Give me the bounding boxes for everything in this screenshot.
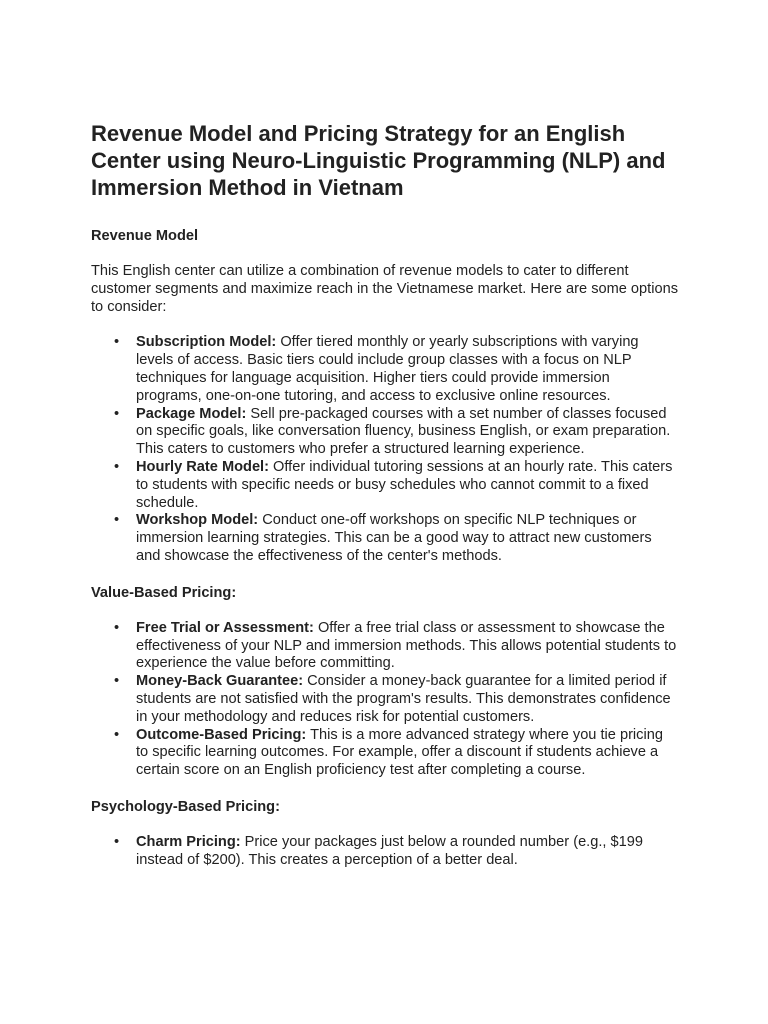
- list-item-term: Workshop Model:: [136, 512, 259, 529]
- list-item-text: This is a more advanced strategy where you tie pricing to specific learning outcomes. For example, offer a discount if students achieve a certain score on an English proficiency test after completing a course.: [136, 726, 663, 779]
- bullet-icon: •: [114, 334, 120, 351]
- list-item-text: Offer tiered monthly or yearly subscriptions with varying levels of access. Basic tiers could include group classes with a focus on NLP techniques for language acquisition. Higher tiers could provide immersion programs, one-on-one tutoring, and access to exclusive online resources.: [136, 334, 639, 404]
- value-pricing-list: [91, 620, 678, 780]
- list-item: [114, 726, 678, 780]
- bullet-icon: •: [114, 405, 120, 422]
- list-item: [114, 512, 678, 565]
- list-item: [114, 833, 678, 870]
- revenue-model-heading: Revenue Model: [91, 228, 199, 244]
- bullet-icon: •: [114, 833, 120, 850]
- list-item: [114, 673, 678, 726]
- list-item-term: Free Trial or Assessment:: [136, 619, 314, 636]
- list-item-text: Conduct one-off workshops on specific NLP techniques or immersion learning strategies. This can be a good way to attract new customers and showcase the effectiveness of the center's methods.: [136, 512, 652, 564]
- bullet-icon: •: [114, 619, 120, 636]
- bullet-icon: •: [114, 512, 120, 529]
- psychology-pricing-heading: Psychology-Based Pricing:: [91, 798, 280, 815]
- revenue-model-list: [91, 334, 678, 565]
- bullet-icon: •: [114, 673, 120, 690]
- list-item: [114, 458, 678, 512]
- list-item-term: Subscription Model:: [136, 334, 277, 351]
- revenue-model-intro: This English center can utilize a combination of revenue models to cater to different customer segments and maximize reach in the Vietnamese market. Here are some options to consider:: [91, 263, 678, 315]
- list-item-term: Package Model:: [136, 405, 247, 422]
- list-item-text: Price your packages just below a rounded number (e.g., $199 instead of $200). This creates a perception of a better deal.: [136, 833, 643, 868]
- list-item: [114, 619, 678, 673]
- document-title: Revenue Model and Pricing Strategy for an English Center using Neuro-Linguistic Programming (NLP) and Immersion Method in Vietnam: [91, 121, 666, 200]
- value-pricing-heading: Value-Based Pricing:: [91, 584, 237, 601]
- list-item: [114, 405, 678, 459]
- list-item-term: Money-Back Guarantee:: [136, 673, 304, 690]
- list-item-term: Hourly Rate Model:: [136, 458, 269, 475]
- list-item-text: Offer a free trial class or assessment to showcase the effectiveness of your NLP and immersion methods. This allows potential students to experience the value before committing.: [136, 619, 677, 672]
- list-item-term: Charm Pricing:: [136, 833, 241, 850]
- list-item: [114, 334, 678, 405]
- list-item-term: Outcome-Based Pricing:: [136, 726, 307, 743]
- bullet-icon: •: [114, 458, 120, 475]
- bullet-icon: •: [114, 726, 120, 743]
- list-item-text: Consider a money-back guarantee for a limited period if students are not satisfied with the program's results. This demonstrates confidence in your methodology and reduces risk for potential customers.: [136, 673, 671, 725]
- psychology-pricing-list: [91, 834, 678, 870]
- list-item-text: Offer individual tutoring sessions at an hourly rate. This caters to students with specific needs or busy schedules who cannot commit to a fixed schedule.: [136, 458, 673, 511]
- list-item-text: Sell pre-packaged courses with a set number of classes focused on specific goals, like conversation fluency, business English, or exam preparation. This caters to customers who prefer a structured learning experience.: [136, 405, 671, 458]
